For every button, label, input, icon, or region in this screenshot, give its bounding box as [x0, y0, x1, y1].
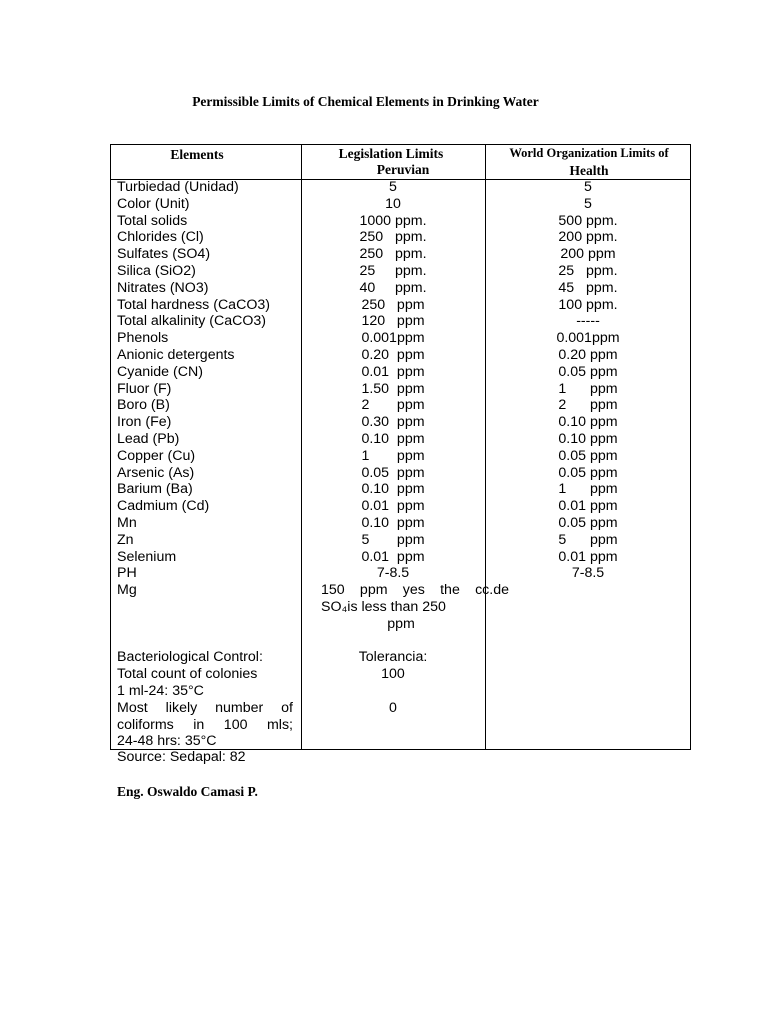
element-name: Turbiedad (Unidad): [117, 179, 239, 195]
peruvian-limit: 5 ppm: [361, 531, 425, 548]
peruvian-limit: 0.001ppm: [361, 330, 425, 347]
table-body: [111, 179, 690, 750]
coliforms-label-line3: 24-48 hrs: 35°C: [117, 733, 217, 750]
element-name: Fluor (F): [117, 380, 172, 397]
who-limit: 45 ppm.: [558, 279, 618, 296]
table-row-colonies-cont: [111, 683, 690, 700]
who-limit: 500 ppm.: [558, 212, 618, 229]
tolerance-label: Tolerancia:: [358, 649, 428, 666]
header-legislation: [311, 146, 471, 178]
limits-table: [110, 144, 691, 750]
element-rows: [111, 179, 690, 582]
table-row: [111, 498, 690, 515]
document-title: Permissible Limits of Chemical Elements in Drinking Water: [192, 94, 539, 109]
mg-note-line1: 150 ppm yes the cc.de: [321, 582, 509, 599]
element-name: Cyanide (CN): [117, 363, 203, 380]
colonies-value: 100: [381, 666, 405, 683]
peruvian-limit: 10: [385, 195, 401, 212]
coliforms-label-line1: Most likely number of: [117, 699, 293, 716]
element-name: Barium (Ba): [117, 481, 193, 498]
peruvian-limit: 0.10 ppm: [361, 430, 425, 447]
peruvian-limit: 0.01 ppm: [361, 498, 425, 515]
table-row: [111, 414, 690, 431]
who-limit: 200 ppm: [560, 246, 616, 263]
who-limit: 1 ppm: [558, 380, 618, 397]
element-name: Mn: [117, 514, 137, 531]
element-name: Zn: [117, 531, 134, 548]
who-limit: 0.001ppm: [556, 330, 620, 347]
table-row: [111, 397, 690, 414]
who-limit: 5: [584, 179, 592, 195]
peruvian-limit: 7-8.5: [376, 565, 410, 582]
who-limit: 0.01 ppm: [558, 498, 618, 515]
peruvian-limit: 0.30 ppm: [361, 414, 425, 431]
table-row: [111, 532, 690, 549]
who-limit: 100 ppm.: [558, 296, 618, 313]
table-row: [111, 313, 690, 330]
header-who-line2: Health: [569, 163, 609, 178]
table-row: [111, 213, 690, 230]
who-limit: -----: [576, 313, 600, 330]
table-row: [111, 246, 690, 263]
who-limit: 0.05 ppm: [558, 363, 618, 380]
blank-row: [111, 633, 690, 650]
source-note: Source: Sedapal: 82: [117, 749, 246, 765]
table-row: [111, 381, 690, 398]
element-name: Mg: [117, 582, 137, 599]
table-row: [111, 229, 690, 246]
table-row: [111, 448, 690, 465]
who-limit: 0.10 ppm: [558, 414, 618, 431]
element-name: Phenols: [117, 330, 169, 347]
element-name: Lead (Pb): [117, 430, 180, 447]
who-limit: 0.10 ppm: [558, 430, 618, 447]
who-limit: 0.05 ppm: [558, 464, 618, 481]
who-limit: 7-8.5: [571, 565, 605, 582]
colonies-label-line2: 1 ml-24: 35°C: [117, 682, 204, 699]
element-name: Total hardness (CaCO3): [117, 296, 270, 313]
peruvian-limit: 40 ppm.: [359, 279, 427, 296]
table-row-mg: [111, 582, 690, 632]
table-row: [111, 263, 690, 280]
peruvian-limit: 1 ppm: [361, 447, 425, 464]
mg-note-line3: ppm: [387, 615, 415, 632]
table-row: [111, 280, 690, 297]
table-row: [111, 565, 690, 582]
peruvian-limit: 0.20 ppm: [361, 346, 425, 363]
table-row: [111, 297, 690, 314]
element-name: Iron (Fe): [117, 414, 172, 431]
element-name: Color (Unit): [117, 195, 190, 212]
who-limit: 200 ppm.: [558, 229, 618, 246]
element-name: PH: [117, 565, 137, 582]
table-row: [111, 179, 690, 196]
who-limit: 0.20 ppm: [558, 346, 618, 363]
element-name: Chlorides (Cl): [117, 229, 204, 246]
peruvian-limit: 0.10 ppm: [361, 514, 425, 531]
table-row: [111, 196, 690, 213]
table-row-colonies: [111, 666, 690, 683]
peruvian-limit: 1.50 ppm: [361, 380, 425, 397]
header-legislation-line2: Peruvian: [376, 162, 430, 177]
element-name: Total solids: [117, 212, 188, 229]
peruvian-limit: 25 ppm.: [359, 262, 427, 279]
who-limit: 5 ppm: [558, 531, 618, 548]
element-name: Silica (SiO2): [117, 262, 196, 279]
bacteriological-heading: Bacteriological Control:: [117, 649, 263, 666]
who-limit: 2 ppm: [558, 397, 618, 414]
table-row-coliforms-cont2: [111, 733, 690, 750]
header-legislation-line1: Legislation Limits: [338, 146, 444, 161]
peruvian-limit: 2 ppm: [361, 397, 425, 414]
element-name: Arsenic (As): [117, 464, 195, 481]
table-row: [111, 465, 690, 482]
peruvian-limit: 250 ppm.: [359, 246, 427, 263]
element-name: Sulfates (SO4): [117, 246, 211, 263]
table-row: [111, 481, 690, 498]
peruvian-limit: 250 ppm: [361, 296, 425, 313]
table-row: [111, 330, 690, 347]
colonies-label-line1: Total count of colonies: [117, 666, 258, 683]
peruvian-limit: 0.10 ppm: [361, 481, 425, 498]
who-limit: 1 ppm: [558, 481, 618, 498]
table-row-bacteriological: [111, 649, 690, 666]
who-limit: 0.05 ppm: [558, 447, 618, 464]
peruvian-limit: 250 ppm.: [359, 229, 427, 246]
who-limit: 5: [584, 195, 592, 212]
peruvian-limit: 1000 ppm.: [359, 212, 427, 229]
table-row: [111, 364, 690, 381]
mg-note: [321, 582, 509, 632]
peruvian-limit: 120 ppm: [361, 313, 425, 330]
table-row-coliforms: [111, 700, 690, 717]
header-who: [486, 145, 692, 179]
element-name: Copper (Cu): [117, 447, 196, 464]
coliforms-value: 0: [389, 699, 397, 716]
table-row: [111, 347, 690, 364]
who-limit: 0.05 ppm: [558, 514, 618, 531]
element-name: Boro (B): [117, 397, 170, 414]
element-name: Selenium: [117, 548, 177, 565]
table-row: [111, 549, 690, 566]
table-row: [111, 515, 690, 532]
header-elements: Elements: [170, 147, 224, 162]
who-limit: 0.01 ppm: [558, 548, 618, 565]
who-limit: 25 ppm.: [558, 262, 618, 279]
table-row-coliforms-cont: [111, 717, 690, 734]
peruvian-limit: 5: [389, 179, 397, 195]
peruvian-limit: 0.01 ppm: [361, 363, 425, 380]
mg-note-line2: SO₄is less than 250: [321, 598, 446, 615]
coliforms-label-line2: coliforms in 100 mls;: [117, 716, 293, 733]
element-name: Cadmium (Cd): [117, 498, 210, 515]
peruvian-limit: 0.01 ppm: [361, 548, 425, 565]
header-who-line1: World Organization Limits of: [509, 146, 669, 160]
element-name: Nitrates (NO3): [117, 279, 209, 296]
peruvian-limit: 0.05 ppm: [361, 464, 425, 481]
element-name: Anionic detergents: [117, 346, 235, 363]
element-name: Total alkalinity (CaCO3): [117, 313, 267, 330]
table-row: [111, 431, 690, 448]
author-signature: Eng. Oswaldo Camasi P.: [117, 784, 258, 799]
